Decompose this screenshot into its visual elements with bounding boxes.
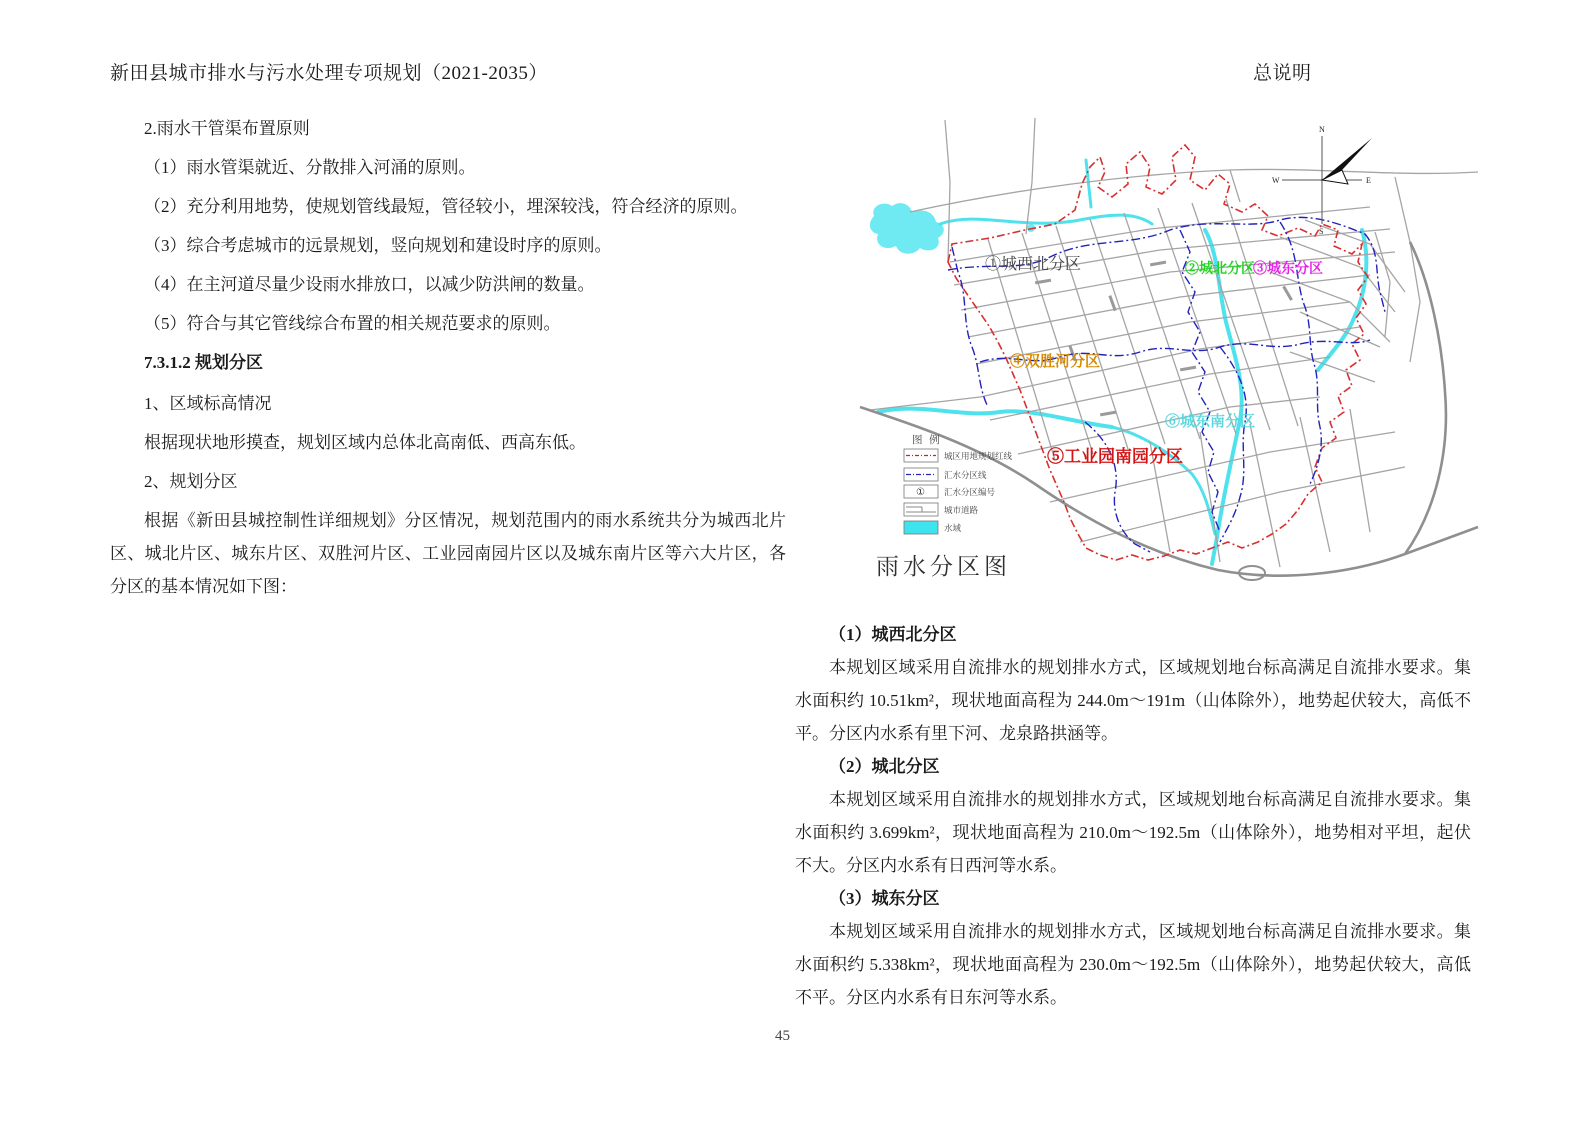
paragraph: 本规划区域采用自流排水的规划排水方式，区域规划地台标高满足自流排水要求。集水面积约 10.51km²，现状地面高程为 244.0m～191m（山体除外），地势起伏较大，高低不平。分区内水系有里下河、龙泉路拱涵等。 bbox=[795, 658, 1471, 743]
paragraph: 根据《新田县城控制性详细规划》分区情况，规划范围内的雨水系统共分为城西北片区、城北片区、城东片区、双胜河片区、工业园南园片区以及城东南片区等六大片区，各分区的基本情况如下图： bbox=[110, 511, 786, 596]
right-text-column bbox=[795, 618, 1471, 1014]
map-figure bbox=[850, 112, 1482, 592]
list-item: （4）在主河道尽量少设雨水排放口，以减少防洪闸的数量。 bbox=[144, 275, 595, 294]
header-section-label: 总说明 bbox=[1253, 63, 1312, 84]
subsection-heading: （2）城北分区 bbox=[829, 757, 940, 776]
left-text-column bbox=[110, 112, 786, 603]
legend-symbol-water bbox=[904, 521, 938, 534]
page-number: 45 bbox=[775, 1028, 790, 1044]
paragraph: 本规划区域采用自流排水的规划排水方式，区域规划地台标高满足自流排水要求。集水面积约 3.699km²，现状地面高程为 210.0m～192.5m（山体除外），地势相对平坦，起伏不大。分区内水系有日西河等水系。 bbox=[795, 790, 1471, 875]
paragraph: 本规划区域采用自流排水的规划排水方式，区域规划地台标高满足自流排水要求。集水面积约 5.338km²，现状地面高程为 230.0m～192.5m（山体除外），地势起伏较大，高低不平。分区内水系有日东河等水系。 bbox=[795, 922, 1471, 1007]
subsection-heading: （1）城西北分区 bbox=[829, 625, 957, 644]
list-item: 2.雨水干管渠布置原则 bbox=[144, 119, 310, 138]
header-title: 新田县城市排水与污水处理专项规划（2021-2035） bbox=[110, 63, 548, 84]
zone-label-4: ④双胜河分区 bbox=[1010, 354, 1101, 370]
zone-label-5: ⑤工业园南园分区 bbox=[1047, 447, 1183, 466]
compass-w: W bbox=[1272, 176, 1280, 185]
compass-rose bbox=[1272, 125, 1372, 236]
zone-label-6: ⑥城东南分区 bbox=[1165, 414, 1256, 430]
list-item: （1）雨水管渠就近、分散排入河涌的原则。 bbox=[144, 158, 476, 177]
map-legend bbox=[904, 433, 1013, 534]
zone-label-3: ③城东分区 bbox=[1253, 262, 1323, 277]
highway-east bbox=[1405, 242, 1446, 554]
list-item: （3）综合考虑城市的远景规划，竖向规划和建设时序的原则。 bbox=[144, 236, 612, 255]
zone-label-2: ②城北分区 bbox=[1185, 262, 1255, 277]
legend-label: 城区用地规划红线 bbox=[944, 451, 1013, 461]
section-heading: 7.3.1.2 规划分区 bbox=[144, 353, 263, 372]
compass-needle bbox=[1322, 138, 1372, 180]
map-caption: 雨水分区图 bbox=[876, 554, 1011, 579]
rain-zoning-map bbox=[850, 112, 1482, 592]
subsection-heading: （3）城东分区 bbox=[829, 889, 940, 908]
red-planning-boundary bbox=[948, 145, 1368, 560]
list-item: （5）符合与其它管线综合布置的相关规范要求的原则。 bbox=[144, 314, 561, 333]
legend-label: 城市道路 bbox=[944, 505, 979, 515]
list-item: 1、区域标高情况 bbox=[144, 394, 272, 413]
river-north bbox=[940, 215, 1152, 224]
compass-e: E bbox=[1366, 176, 1371, 185]
list-item: 2、规划分区 bbox=[144, 472, 238, 491]
list-item: （2）充分利用地势，使规划管线最短，管径较小，埋深较浅，符合经济的原则。 bbox=[144, 197, 748, 216]
river-east bbox=[1318, 230, 1366, 370]
legend-label: 水域 bbox=[944, 523, 962, 533]
legend-label: 汇水分区线 bbox=[944, 470, 987, 480]
legend-number-glyph: ① bbox=[916, 487, 925, 498]
legend-label: 汇水分区编号 bbox=[944, 487, 996, 497]
compass-s: S bbox=[1319, 227, 1324, 236]
lake bbox=[870, 203, 944, 254]
legend-title: 图 例 bbox=[912, 435, 942, 446]
paragraph: 根据现状地形摸查，规划区域内总体北高南低、西高东低。 bbox=[144, 433, 586, 452]
legend-symbol-road bbox=[904, 503, 938, 516]
compass-n: N bbox=[1319, 125, 1325, 134]
road-layer bbox=[870, 118, 1478, 567]
zone-label-1: ①城西北分区 bbox=[985, 256, 1082, 273]
